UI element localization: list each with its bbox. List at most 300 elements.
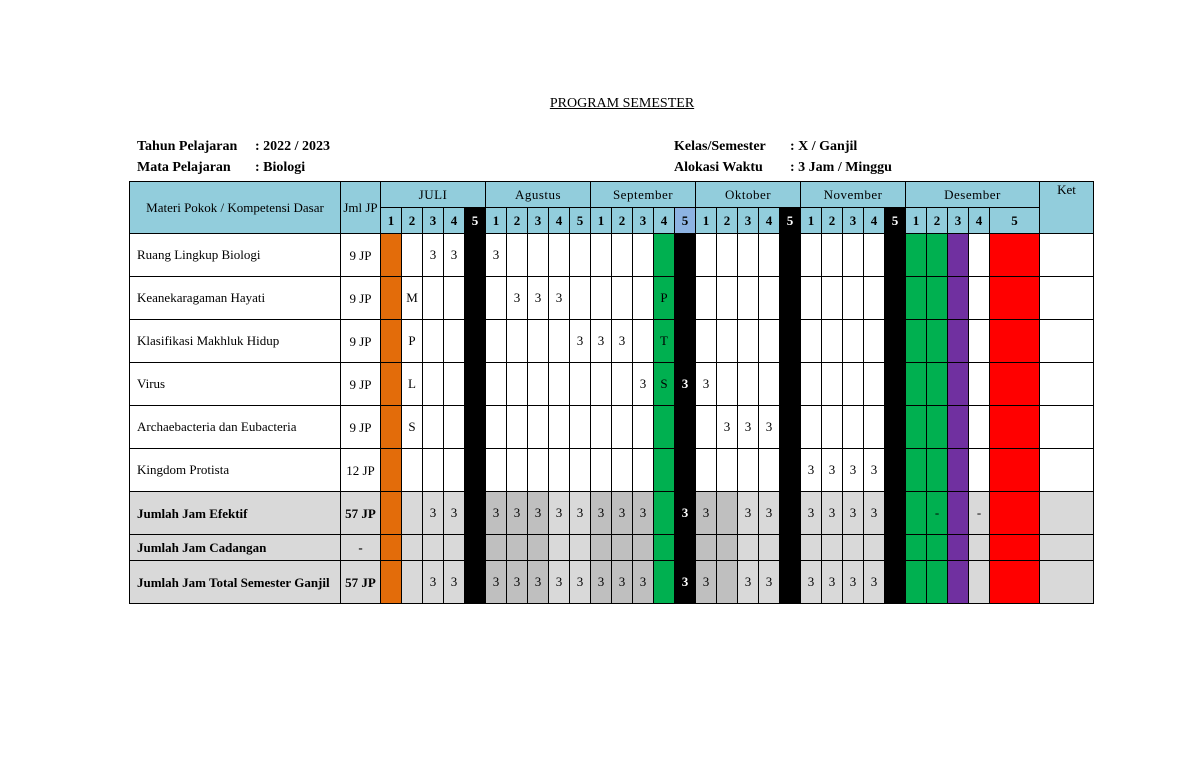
week-cell [570,406,591,449]
ket-cell [1040,234,1094,277]
week-cell [465,406,486,449]
program-semester-table [129,181,1094,604]
week-cell [570,277,591,320]
week-cell [990,277,1040,320]
header-week: 2 [927,208,948,234]
week-cell [822,363,843,406]
summary-week-cell [402,561,423,604]
kelas-label: Kelas/Semester [674,139,766,154]
week-cell [465,320,486,363]
week-cell: 3 [696,363,717,406]
week-cell [927,449,948,492]
week-cell [843,406,864,449]
summary-week-cell: 3 [864,492,885,535]
summary-label: Jumlah Jam Efektif [130,492,341,535]
summary-week-cell: 3 [822,492,843,535]
summary-week-cell: 3 [675,492,696,535]
week-cell [486,449,507,492]
week-cell [759,277,780,320]
week-cell [381,406,402,449]
week-cell: S [654,363,675,406]
week-cell [612,277,633,320]
week-cell [591,406,612,449]
summary-week-cell: 3 [591,561,612,604]
header-week: 3 [738,208,759,234]
summary-week-cell: 3 [444,492,465,535]
header-month: Desember [906,182,1040,208]
week-cell [612,406,633,449]
summary-week-cell: 3 [738,492,759,535]
week-cell [927,406,948,449]
header-month: JULI [381,182,486,208]
week-cell [843,277,864,320]
week-cell [948,277,969,320]
week-cell [486,406,507,449]
alokasi-value: : 3 Jam / Minggu [790,160,892,175]
week-cell [843,320,864,363]
summary-week-cell: 3 [675,561,696,604]
week-cell [969,234,990,277]
header-week: 4 [654,208,675,234]
tahun-value: : 2022 / 2023 [255,139,331,154]
week-cell [717,234,738,277]
week-cell [990,234,1040,277]
jml-jp-cell: 9 JP [341,277,381,320]
summary-week-cell [717,561,738,604]
header-month: November [801,182,906,208]
table-row [130,277,1094,320]
summary-row [130,561,1094,604]
week-cell [444,363,465,406]
week-cell [402,449,423,492]
week-cell [591,363,612,406]
header-week: 5 [780,208,801,234]
week-cell [549,449,570,492]
week-cell [549,406,570,449]
week-cell [822,406,843,449]
week-cell [507,406,528,449]
summary-ket [1040,535,1094,561]
header-week: 4 [444,208,465,234]
materi-cell: Archaebacteria dan Eubacteria [130,406,341,449]
week-cell [675,234,696,277]
week-cell [465,234,486,277]
week-cell [381,277,402,320]
week-cell [759,363,780,406]
week-cell [885,449,906,492]
week-cell: 3 [675,363,696,406]
week-cell [570,234,591,277]
week-cell [948,363,969,406]
summary-week-cell: 3 [507,561,528,604]
week-cell [885,363,906,406]
header-week: 3 [423,208,444,234]
week-cell: S [402,406,423,449]
summary-week-cell [906,561,927,604]
week-cell [444,277,465,320]
week-cell [864,234,885,277]
week-cell [906,320,927,363]
header-week: 1 [696,208,717,234]
ket-cell [1040,406,1094,449]
header-week: 2 [402,208,423,234]
summary-week-cell: 3 [633,492,654,535]
summary-week-cell [969,561,990,604]
summary-week-cell: 3 [612,492,633,535]
week-cell [927,234,948,277]
summary-jml: 57 JP [341,561,381,604]
week-cell [507,320,528,363]
header-month: September [591,182,696,208]
week-cell [990,320,1040,363]
week-cell [528,234,549,277]
week-cell [465,363,486,406]
summary-week-cell: 3 [633,561,654,604]
summary-week-cell [759,535,780,561]
ket-cell [1040,363,1094,406]
week-cell [801,234,822,277]
week-cell [759,234,780,277]
week-cell [801,277,822,320]
header-week: 1 [486,208,507,234]
week-cell [990,449,1040,492]
tahun-label: Tahun Pelajaran [137,139,238,154]
header-week: 1 [381,208,402,234]
week-cell [801,363,822,406]
summary-week-cell [570,535,591,561]
summary-week-cell: 3 [570,561,591,604]
table-row [130,363,1094,406]
week-cell: L [402,363,423,406]
summary-week-cell: 3 [822,561,843,604]
week-cell: 3 [759,406,780,449]
week-cell: 3 [591,320,612,363]
header-month: Oktober [696,182,801,208]
week-cell [381,363,402,406]
summary-week-cell: 3 [738,561,759,604]
header-month: Agustus [486,182,591,208]
week-cell [633,277,654,320]
header-week: 1 [591,208,612,234]
header-row-months [130,182,1094,208]
header-week: 2 [507,208,528,234]
summary-week-cell [927,561,948,604]
summary-week-cell: 3 [612,561,633,604]
summary-week-cell [864,535,885,561]
summary-week-cell [717,492,738,535]
jml-jp-cell: 9 JP [341,363,381,406]
week-cell [717,320,738,363]
summary-week-cell [885,535,906,561]
week-cell [402,234,423,277]
week-cell [570,363,591,406]
summary-week-cell [990,535,1040,561]
summary-week-cell [381,535,402,561]
jml-jp-cell: 9 JP [341,320,381,363]
week-cell [696,449,717,492]
week-cell [486,277,507,320]
week-cell [654,234,675,277]
summary-label: Jumlah Jam Total Semester Ganjil [130,561,341,604]
week-cell [927,363,948,406]
summary-week-cell [486,535,507,561]
summary-week-cell: 3 [864,561,885,604]
week-cell [717,363,738,406]
week-cell [444,406,465,449]
summary-week-cell: 3 [759,561,780,604]
summary-week-cell [591,535,612,561]
week-cell [633,320,654,363]
week-cell: 3 [486,234,507,277]
summary-week-cell [885,561,906,604]
ket-cell [1040,277,1094,320]
summary-week-cell [843,535,864,561]
week-cell [381,320,402,363]
materi-cell: Virus [130,363,341,406]
week-cell: 3 [612,320,633,363]
week-cell [549,320,570,363]
week-cell [486,363,507,406]
week-cell: 3 [507,277,528,320]
header-jml-jp: Jml JP [341,182,381,234]
summary-week-cell [948,535,969,561]
summary-jml: - [341,535,381,561]
summary-week-cell [528,535,549,561]
week-cell [780,363,801,406]
mapel-value: : Biologi [255,160,306,175]
summary-week-cell [990,561,1040,604]
summary-week-cell: 3 [591,492,612,535]
week-cell [444,449,465,492]
week-cell [591,449,612,492]
week-cell [381,234,402,277]
week-cell: M [402,277,423,320]
summary-week-cell: 3 [423,561,444,604]
week-cell [990,363,1040,406]
week-cell [507,363,528,406]
header-week: 5 [465,208,486,234]
week-cell [528,320,549,363]
header-week: 5 [570,208,591,234]
week-cell [948,234,969,277]
summary-week-cell: 3 [696,561,717,604]
summary-week-cell: 3 [696,492,717,535]
week-cell [423,320,444,363]
week-cell [927,320,948,363]
summary-week-cell [654,535,675,561]
summary-week-cell [948,492,969,535]
table-row [130,406,1094,449]
jml-jp-cell: 9 JP [341,234,381,277]
week-cell [843,234,864,277]
summary-week-cell [633,535,654,561]
summary-week-cell [885,492,906,535]
header-week: 4 [549,208,570,234]
week-cell: 3 [801,449,822,492]
week-cell: 3 [717,406,738,449]
table-row [130,449,1094,492]
week-cell [549,234,570,277]
week-cell [654,449,675,492]
summary-week-cell: - [927,492,948,535]
week-cell [591,234,612,277]
table-row [130,320,1094,363]
summary-label: Jumlah Jam Cadangan [130,535,341,561]
week-cell [423,406,444,449]
header-week: 3 [528,208,549,234]
header-week: 4 [759,208,780,234]
summary-row [130,492,1094,535]
summary-week-cell [444,535,465,561]
week-cell [822,277,843,320]
jml-jp-cell: 9 JP [341,406,381,449]
week-cell [759,449,780,492]
week-cell [696,234,717,277]
week-cell [738,449,759,492]
week-cell [696,277,717,320]
week-cell [696,320,717,363]
materi-cell: Ruang Lingkup Biologi [130,234,341,277]
week-cell [969,363,990,406]
summary-week-cell [465,561,486,604]
week-cell [738,320,759,363]
ket-cell [1040,449,1094,492]
summary-ket [1040,561,1094,604]
summary-week-cell [423,535,444,561]
summary-week-cell: 3 [843,561,864,604]
week-cell [885,320,906,363]
week-cell [864,406,885,449]
header-week: 4 [864,208,885,234]
summary-week-cell: 3 [507,492,528,535]
week-cell [423,449,444,492]
week-cell [822,320,843,363]
summary-week-cell: 3 [444,561,465,604]
week-cell [969,406,990,449]
week-cell [759,320,780,363]
summary-week-cell [906,535,927,561]
summary-week-cell: 3 [549,561,570,604]
summary-week-cell [381,561,402,604]
week-cell [780,449,801,492]
summary-ket [1040,492,1094,535]
week-cell [780,277,801,320]
week-cell: 3 [549,277,570,320]
header-week: 4 [969,208,990,234]
week-cell [696,406,717,449]
alokasi-waktu [674,160,892,176]
week-cell: 3 [864,449,885,492]
summary-week-cell: 3 [759,492,780,535]
mapel-label: Mata Pelajaran [137,160,231,175]
week-cell: 3 [570,320,591,363]
week-cell [864,363,885,406]
summary-week-cell [612,535,633,561]
summary-week-cell [906,492,927,535]
week-cell [507,449,528,492]
week-cell [423,363,444,406]
week-cell [885,277,906,320]
summary-week-cell: 3 [423,492,444,535]
week-cell [822,234,843,277]
summary-week-cell: - [969,492,990,535]
table-row [130,234,1094,277]
mata-pelajaran [137,160,305,176]
week-cell [738,363,759,406]
summary-week-cell: 3 [801,561,822,604]
week-cell [675,277,696,320]
week-cell [969,449,990,492]
summary-week-cell [465,535,486,561]
week-cell [528,363,549,406]
summary-week-cell [822,535,843,561]
week-cell [948,320,969,363]
week-cell [675,406,696,449]
week-cell [801,406,822,449]
summary-week-cell: 3 [549,492,570,535]
week-cell [465,277,486,320]
summary-week-cell [969,535,990,561]
week-cell [801,320,822,363]
week-cell [780,406,801,449]
week-cell [633,406,654,449]
week-cell [612,363,633,406]
header-materi: Materi Pokok / Kompetensi Dasar [130,182,341,234]
summary-week-cell [402,535,423,561]
page-title: PROGRAM SEMESTER [549,96,695,111]
header-week: 1 [906,208,927,234]
week-cell: P [402,320,423,363]
week-cell [738,277,759,320]
summary-week-cell: 3 [486,561,507,604]
ket-cell [1040,320,1094,363]
week-cell [507,234,528,277]
header-week: 3 [843,208,864,234]
header-week: 3 [633,208,654,234]
summary-week-cell [780,492,801,535]
week-cell [591,277,612,320]
week-cell [780,234,801,277]
header-week: 2 [717,208,738,234]
summary-week-cell [927,535,948,561]
header-week: 5 [990,208,1040,234]
week-cell: 3 [528,277,549,320]
week-cell [843,363,864,406]
week-cell [864,277,885,320]
week-cell: P [654,277,675,320]
summary-week-cell: 3 [486,492,507,535]
week-cell [444,320,465,363]
summary-row [130,535,1094,561]
summary-jml: 57 JP [341,492,381,535]
week-cell: T [654,320,675,363]
week-cell [717,449,738,492]
header-week: 3 [948,208,969,234]
summary-week-cell [675,535,696,561]
week-cell [633,234,654,277]
header-week: 1 [801,208,822,234]
week-cell [927,277,948,320]
week-cell [969,320,990,363]
week-cell: 3 [738,406,759,449]
week-cell [381,449,402,492]
week-cell: 3 [822,449,843,492]
materi-cell: Keanekaragaman Hayati [130,277,341,320]
week-cell [906,406,927,449]
week-cell [612,234,633,277]
week-cell [423,277,444,320]
alokasi-label: Alokasi Waktu [674,160,763,175]
